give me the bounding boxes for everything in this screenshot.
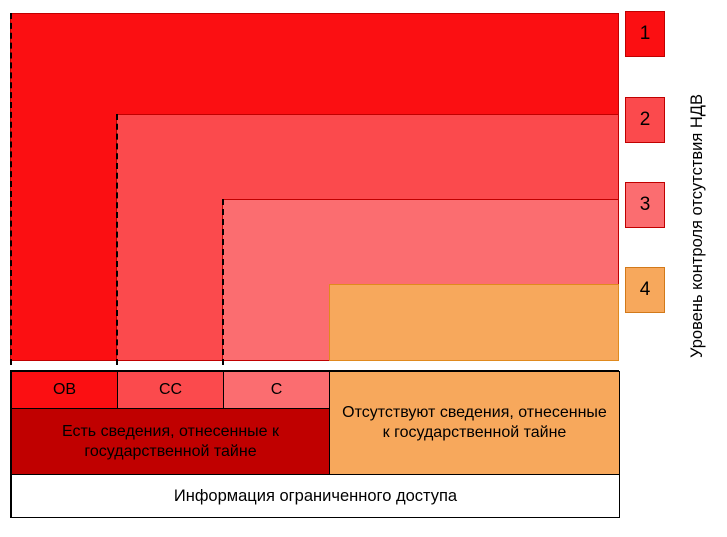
- legend-cell-no-state-secret: Отсутствуют сведения, отнесенные к государственной тайне: [329, 371, 620, 475]
- legend-table: [10, 370, 619, 518]
- dashed-divider-left: [10, 13, 12, 365]
- dashed-divider-ov-ss: [116, 114, 118, 365]
- level-badge-4: 4: [625, 267, 665, 313]
- level-badge-3: 3: [625, 182, 665, 228]
- dashed-divider-ss-s: [222, 199, 224, 365]
- legend-cell-has-state-secret: Есть сведения, отнесенные к государственной тайне: [11, 408, 330, 475]
- level-block-4: [329, 284, 619, 361]
- level-badge-2: 2: [625, 97, 665, 143]
- legend-cell-ov: ОВ: [11, 371, 118, 409]
- level-badge-1: 1: [625, 11, 665, 57]
- legend-cell-ss: СС: [117, 371, 224, 409]
- legend-cell-restricted-info: Информация ограниченного доступа: [11, 474, 620, 518]
- legend-cell-s: С: [223, 371, 330, 409]
- vertical-axis-label: Уровень контроля отсутствия НДВ: [688, 94, 706, 358]
